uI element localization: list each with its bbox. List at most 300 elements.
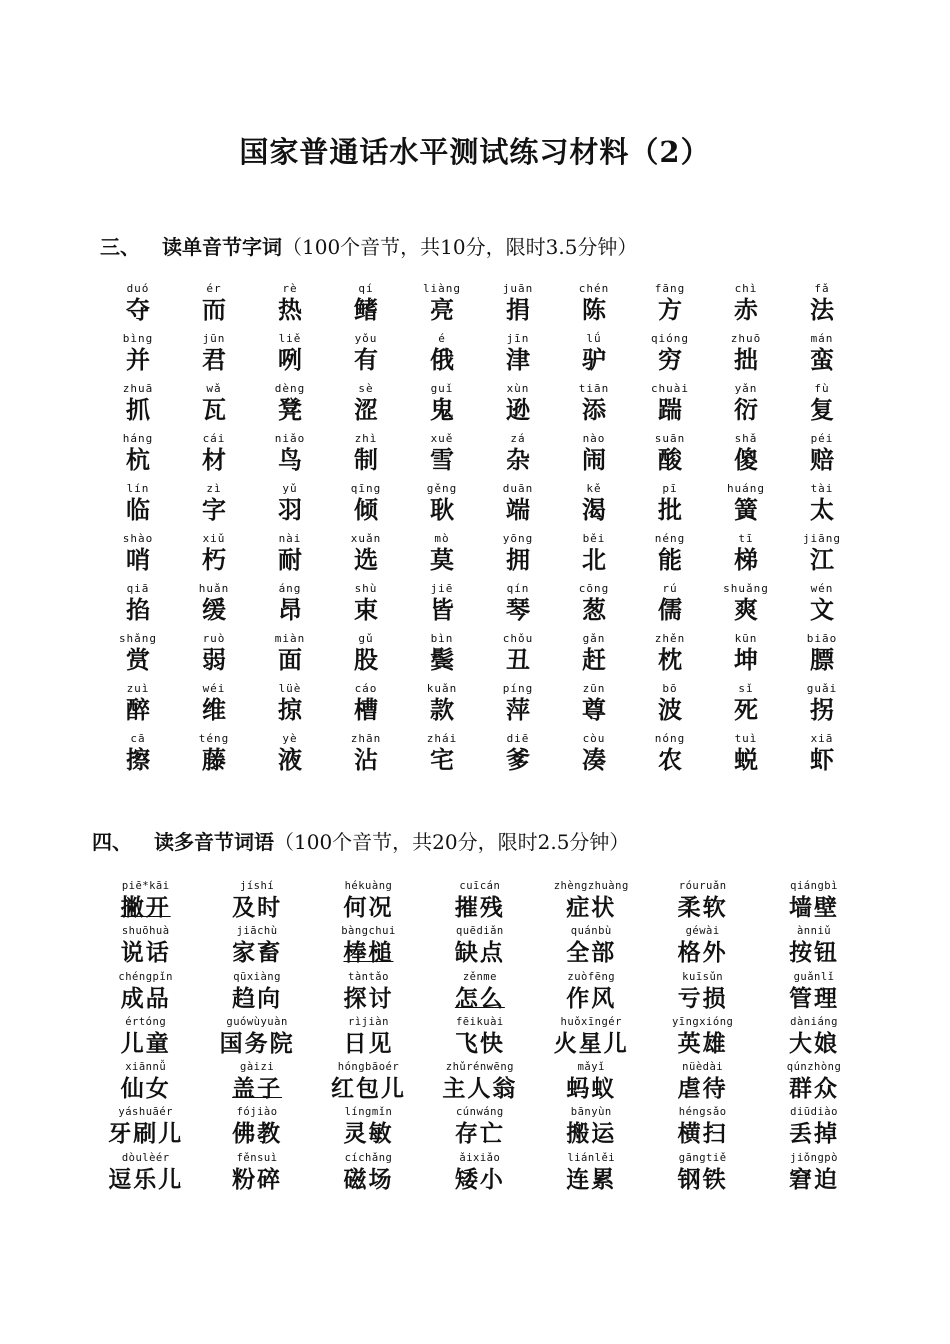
- pinyin: yīngxióng: [671, 1015, 734, 1028]
- word-item: [424, 925, 535, 970]
- char-item: [784, 732, 860, 782]
- multi-syllable-grid: [90, 880, 870, 1197]
- hanzi: 面: [278, 645, 302, 674]
- hanzi: 存亡: [454, 1120, 505, 1148]
- char-item: [404, 632, 480, 682]
- pinyin: liánlěi: [567, 1151, 616, 1164]
- char-item: [708, 432, 784, 482]
- hanzi: 批: [658, 495, 682, 524]
- pinyin: língmǐn: [344, 1106, 393, 1119]
- pinyin: hóngbāoér: [337, 1061, 400, 1074]
- pinyin: nài: [278, 532, 302, 545]
- hanzi: 英雄: [677, 1029, 728, 1057]
- pinyin: jūn: [202, 332, 226, 345]
- hanzi: 朽: [202, 545, 226, 574]
- page-title: 国家普通话水平测试练习材料（2）: [239, 135, 711, 169]
- hanzi: 踹: [658, 395, 682, 424]
- hanzi: 琴: [506, 595, 530, 624]
- char-item: [784, 432, 860, 482]
- char-item: [100, 632, 176, 682]
- char-item: [404, 682, 480, 732]
- char-item: [632, 532, 708, 582]
- char-item: [708, 582, 784, 632]
- hanzi: 家畜: [232, 939, 283, 967]
- pinyin: cíchǎng: [344, 1151, 393, 1164]
- hanzi: 丢掉: [789, 1120, 840, 1148]
- hanzi: 及时: [232, 894, 283, 921]
- word-item: [647, 971, 758, 1016]
- hanzi: 涩: [354, 395, 378, 424]
- hanzi: 虐待: [677, 1075, 728, 1103]
- hanzi: 主人翁: [442, 1075, 518, 1103]
- char-item: [328, 432, 404, 482]
- word-item: [647, 1016, 758, 1061]
- hanzi: 说话: [120, 939, 171, 967]
- hanzi: 醉: [126, 695, 150, 724]
- word-item: [90, 880, 201, 925]
- hanzi: 渴: [582, 495, 606, 524]
- pinyin: tài: [810, 482, 834, 495]
- pinyin: bàngchui: [341, 925, 396, 938]
- hanzi: 津: [506, 345, 530, 374]
- pinyin: miàn: [274, 632, 306, 645]
- pinyin: wéi: [202, 682, 226, 695]
- pinyin: gàizi: [240, 1061, 275, 1074]
- pinyin: zhěn: [654, 632, 686, 645]
- hanzi: 江: [810, 545, 834, 574]
- pinyin: pī: [662, 482, 678, 495]
- char-item: [100, 582, 176, 632]
- word-item: [201, 1106, 312, 1151]
- hanzi: 掠: [278, 695, 302, 724]
- hanzi: 撇开: [120, 894, 171, 921]
- char-item: [708, 282, 784, 332]
- hanzi: 大娘: [789, 1029, 840, 1057]
- hanzi: 缓: [202, 595, 226, 624]
- char-item: [708, 382, 784, 432]
- char-item: [100, 432, 176, 482]
- pinyin: háng: [122, 432, 154, 445]
- hanzi: 仙女: [120, 1075, 171, 1103]
- char-item: [252, 532, 328, 582]
- hanzi: 法: [810, 295, 834, 324]
- hanzi: 蜕: [734, 745, 758, 774]
- word-item: [536, 1106, 647, 1151]
- hanzi: 凑: [582, 745, 606, 774]
- pinyin: ér: [206, 282, 222, 295]
- char-item: [632, 382, 708, 432]
- hanzi: 昂: [278, 595, 302, 624]
- pinyin: sè: [358, 382, 374, 395]
- pinyin: zhèngzhuàng: [553, 880, 629, 892]
- word-item: [90, 1106, 201, 1151]
- pinyin: zuòfēng: [567, 970, 616, 983]
- pinyin: zhuā: [122, 382, 154, 395]
- hanzi: 成品: [120, 984, 171, 1012]
- hanzi: 矮小: [454, 1165, 505, 1193]
- pinyin: dèng: [274, 382, 306, 395]
- pinyin: fù: [814, 382, 830, 395]
- pinyin: shuǎng: [723, 582, 769, 595]
- word-item: [647, 880, 758, 925]
- pinyin: shào: [122, 532, 154, 545]
- char-item: [556, 382, 632, 432]
- hanzi: 并: [126, 345, 150, 374]
- char-item: [328, 482, 404, 532]
- hanzi: 弱: [202, 645, 226, 674]
- hanzi: 爹: [506, 745, 530, 774]
- pinyin: cúnwáng: [455, 1106, 504, 1119]
- pinyin: bìng: [122, 332, 154, 345]
- hanzi: 抓: [126, 395, 150, 424]
- pinyin: quēdiǎn: [455, 925, 504, 938]
- char-item: [176, 632, 252, 682]
- hanzi: 维: [202, 695, 226, 724]
- hanzi: 莫: [430, 545, 454, 574]
- pinyin: rè: [282, 282, 298, 295]
- char-item: [784, 482, 860, 532]
- hanzi: 枕: [658, 645, 682, 674]
- pinyin: é: [438, 332, 446, 345]
- char-item: [404, 382, 480, 432]
- char-item: [404, 332, 480, 382]
- char-item: [100, 732, 176, 782]
- char-item: [708, 732, 784, 782]
- char-item: [632, 432, 708, 482]
- hanzi: 群众: [789, 1075, 840, 1103]
- pinyin: xuě: [430, 432, 454, 445]
- char-item: [556, 482, 632, 532]
- char-item: [480, 682, 556, 732]
- char-item: [708, 482, 784, 532]
- word-item: [313, 1016, 424, 1061]
- pinyin: wén: [810, 582, 834, 595]
- char-item: [480, 382, 556, 432]
- char-item: [100, 332, 176, 382]
- word-item: [90, 1152, 201, 1197]
- pinyin: yǒu: [354, 332, 378, 345]
- pinyin: értóng: [125, 1015, 167, 1028]
- pinyin: běi: [582, 532, 606, 545]
- hanzi: 亮: [430, 295, 454, 324]
- hanzi: 杭: [126, 445, 150, 474]
- char-item: [252, 682, 328, 732]
- pinyin: kuǎn: [426, 682, 458, 695]
- char-item: [328, 282, 404, 332]
- section-note: （100个音节，共20分，限时2.5分钟）: [274, 830, 630, 854]
- pinyin: qūxiàng: [233, 970, 281, 983]
- hanzi: 何况: [343, 894, 394, 921]
- hanzi: 亏损: [677, 984, 728, 1012]
- pinyin: zá: [510, 432, 526, 445]
- hanzi: 鸟: [278, 445, 302, 474]
- pinyin: píng: [502, 682, 534, 695]
- pinyin: duó: [126, 282, 150, 295]
- char-item: [632, 682, 708, 732]
- pinyin: qióng: [650, 332, 690, 345]
- char-item: [632, 332, 708, 382]
- hanzi: 端: [506, 495, 530, 524]
- pinyin: xiānnǚ: [125, 1061, 167, 1074]
- pinyin: nóng: [654, 732, 686, 745]
- word-item: [90, 925, 201, 970]
- word-item: [201, 1061, 312, 1106]
- hanzi: 衍: [734, 395, 758, 424]
- hanzi: 文: [810, 595, 834, 624]
- hanzi: 倾: [354, 495, 378, 524]
- char-item: [480, 532, 556, 582]
- pinyin: ànniǔ: [796, 925, 832, 938]
- word-item: [90, 1016, 201, 1061]
- hanzi: 槽: [354, 695, 378, 724]
- char-item: [556, 332, 632, 382]
- char-item: [632, 282, 708, 332]
- pinyin: huǒxīngér: [560, 1015, 622, 1028]
- char-item: [480, 482, 556, 532]
- hanzi: 热: [278, 295, 302, 324]
- pinyin: cōng: [578, 582, 610, 595]
- char-item: [328, 532, 404, 582]
- pinyin: fǎ: [814, 282, 830, 295]
- hanzi: 棒槌: [343, 939, 394, 967]
- pinyin: sǐ: [738, 682, 754, 695]
- char-item: [100, 532, 176, 582]
- hanzi: 飞快: [454, 1029, 505, 1057]
- hanzi: 方: [658, 295, 682, 324]
- pinyin: dàniáng: [790, 1015, 838, 1028]
- char-item: [252, 732, 328, 782]
- word-item: [313, 1061, 424, 1106]
- char-item: [784, 332, 860, 382]
- char-item: [480, 282, 556, 332]
- hanzi: 瓦: [202, 395, 226, 424]
- char-item: [176, 582, 252, 632]
- hanzi: 复: [810, 395, 834, 424]
- hanzi: 能: [658, 545, 682, 574]
- char-item: [404, 482, 480, 532]
- hanzi: 按钮: [789, 939, 840, 967]
- pinyin: yōng: [502, 532, 534, 545]
- char-item: [252, 432, 328, 482]
- char-item: [176, 332, 252, 382]
- char-item: [556, 432, 632, 482]
- pinyin: fójiào: [236, 1106, 278, 1119]
- char-item: [708, 532, 784, 582]
- char-item: [252, 482, 328, 532]
- pinyin: huǎn: [198, 582, 230, 595]
- hanzi: 沾: [354, 745, 378, 774]
- pinyin: xùn: [506, 382, 530, 395]
- pinyin: héngsǎo: [678, 1106, 727, 1119]
- pinyin: zuì: [126, 682, 150, 695]
- word-item: [758, 1016, 869, 1061]
- word-item: [536, 971, 647, 1016]
- word-item: [313, 1152, 424, 1197]
- char-item: [556, 732, 632, 782]
- pinyin: zhǔrénwēng: [445, 1061, 514, 1074]
- hanzi: 牙刷儿: [108, 1120, 184, 1148]
- word-item: [758, 1106, 869, 1151]
- hanzi: 墙壁: [789, 894, 840, 921]
- char-item: [404, 282, 480, 332]
- pinyin: zhì: [354, 432, 378, 445]
- hanzi: 盖子: [232, 1075, 283, 1103]
- char-item: [708, 332, 784, 382]
- hanzi: 穷: [658, 345, 682, 374]
- pinyin: shǎ: [734, 432, 758, 445]
- hanzi: 赏: [126, 645, 150, 674]
- pinyin: shù: [354, 582, 378, 595]
- hanzi: 藤: [202, 745, 226, 774]
- word-item: [90, 971, 201, 1016]
- pinyin: chéngpǐn: [118, 970, 173, 983]
- pinyin: chén: [578, 282, 610, 295]
- char-item: [176, 432, 252, 482]
- hanzi: 波: [658, 695, 682, 724]
- pinyin: zhái: [426, 732, 458, 745]
- pinyin: fěnsuì: [236, 1151, 278, 1164]
- hanzi: 款: [430, 695, 454, 724]
- char-item: [632, 482, 708, 532]
- pinyin: mán: [810, 332, 834, 345]
- word-item: [536, 1061, 647, 1106]
- hanzi: 管理: [789, 984, 840, 1012]
- pinyin: gǔ: [358, 632, 374, 645]
- pinyin: liě: [278, 332, 302, 345]
- pinyin: fēikuài: [455, 1015, 504, 1028]
- hanzi: 拙: [734, 345, 758, 374]
- hanzi: 逗乐儿: [108, 1165, 184, 1193]
- char-item: [404, 432, 480, 482]
- pinyin: liàng: [422, 282, 462, 295]
- pinyin: guǎi: [806, 682, 838, 695]
- pinyin: qúnzhòng: [786, 1061, 842, 1074]
- pinyin: guówùyuàn: [226, 1015, 288, 1028]
- pinyin: zěnme: [462, 970, 497, 983]
- char-item: [556, 532, 632, 582]
- pinyin: duān: [502, 482, 534, 495]
- pinyin: lüè: [278, 682, 302, 695]
- pinyin: bō: [662, 682, 678, 695]
- word-item: [536, 1016, 647, 1061]
- hanzi: 哨: [126, 545, 150, 574]
- pinyin: téng: [198, 732, 230, 745]
- hanzi: 液: [278, 745, 302, 774]
- char-item: [632, 632, 708, 682]
- pinyin: diūdiào: [790, 1106, 838, 1119]
- pinyin: còu: [582, 732, 606, 745]
- hanzi: 鬓: [430, 645, 454, 674]
- pinyin: shǎng: [118, 632, 158, 645]
- char-item: [404, 532, 480, 582]
- hanzi: 北: [582, 545, 606, 574]
- hanzi: 死: [734, 695, 758, 724]
- pinyin: qiā: [126, 582, 150, 595]
- hanzi: 皆: [430, 595, 454, 624]
- hanzi: 火星儿: [553, 1029, 629, 1057]
- pinyin: yǔ: [282, 482, 298, 495]
- hanzi: 蚂蚁: [566, 1075, 617, 1103]
- word-item: [201, 971, 312, 1016]
- word-item: [758, 1061, 869, 1106]
- hanzi: 拐: [810, 695, 834, 724]
- hanzi: 葱: [582, 595, 606, 624]
- hanzi: 而: [202, 295, 226, 324]
- hanzi: 连累: [566, 1165, 617, 1193]
- hanzi: 尊: [582, 695, 606, 724]
- hanzi: 羽: [278, 495, 302, 524]
- pinyin: zūn: [582, 682, 606, 695]
- pinyin: áng: [278, 582, 302, 595]
- pinyin: jiāng: [802, 532, 842, 545]
- hanzi: 股: [354, 645, 378, 674]
- hanzi: 傻: [734, 445, 758, 474]
- hanzi: 趋向: [232, 984, 283, 1012]
- char-item: [708, 632, 784, 682]
- char-item: [100, 282, 176, 332]
- char-item: [328, 632, 404, 682]
- hanzi: 赔: [810, 445, 834, 474]
- pinyin: ruò: [202, 632, 226, 645]
- hanzi: 日见: [343, 1029, 394, 1057]
- char-item: [784, 582, 860, 632]
- pinyin: piē*kāi: [121, 880, 170, 892]
- hanzi: 俄: [430, 345, 454, 374]
- hanzi: 症状: [566, 894, 617, 921]
- hanzi: 捐: [506, 295, 530, 324]
- hanzi: 钢铁: [677, 1165, 728, 1193]
- pinyin: cái: [202, 432, 226, 445]
- pinyin: qīng: [350, 482, 382, 495]
- word-item: [424, 880, 535, 925]
- word-item: [536, 925, 647, 970]
- hanzi: 磁场: [343, 1165, 394, 1193]
- word-item: [536, 1152, 647, 1197]
- char-item: [176, 732, 252, 782]
- char-item: [784, 682, 860, 732]
- hanzi: 咧: [278, 345, 302, 374]
- hanzi: 酸: [658, 445, 682, 474]
- hanzi: 拥: [506, 545, 530, 574]
- section-note: （100个音节，共10分，限时3.5分钟）: [282, 235, 638, 259]
- char-item: [100, 482, 176, 532]
- char-item: [176, 382, 252, 432]
- word-item: [536, 880, 647, 925]
- word-item: [424, 1016, 535, 1061]
- hanzi: 雪: [430, 445, 454, 474]
- hanzi: 全部: [566, 939, 617, 967]
- word-item: [424, 1152, 535, 1197]
- hanzi: 鬼: [430, 395, 454, 424]
- word-item: [647, 1061, 758, 1106]
- pinyin: chì: [734, 282, 758, 295]
- pinyin: yáshuāér: [118, 1106, 173, 1119]
- pinyin: dòulèér: [121, 1151, 170, 1164]
- pinyin: biāo: [806, 632, 838, 645]
- hanzi: 太: [810, 495, 834, 524]
- char-item: [252, 582, 328, 632]
- pinyin: hékuàng: [344, 880, 393, 892]
- pinyin: chǒu: [502, 632, 534, 645]
- pinyin: qiángbì: [790, 880, 838, 892]
- char-item: [480, 432, 556, 482]
- char-item: [176, 282, 252, 332]
- pinyin: tiān: [578, 382, 610, 395]
- char-item: [784, 632, 860, 682]
- pinyin: chuài: [650, 382, 690, 395]
- char-item: [404, 732, 480, 782]
- hanzi: 爽: [734, 595, 758, 624]
